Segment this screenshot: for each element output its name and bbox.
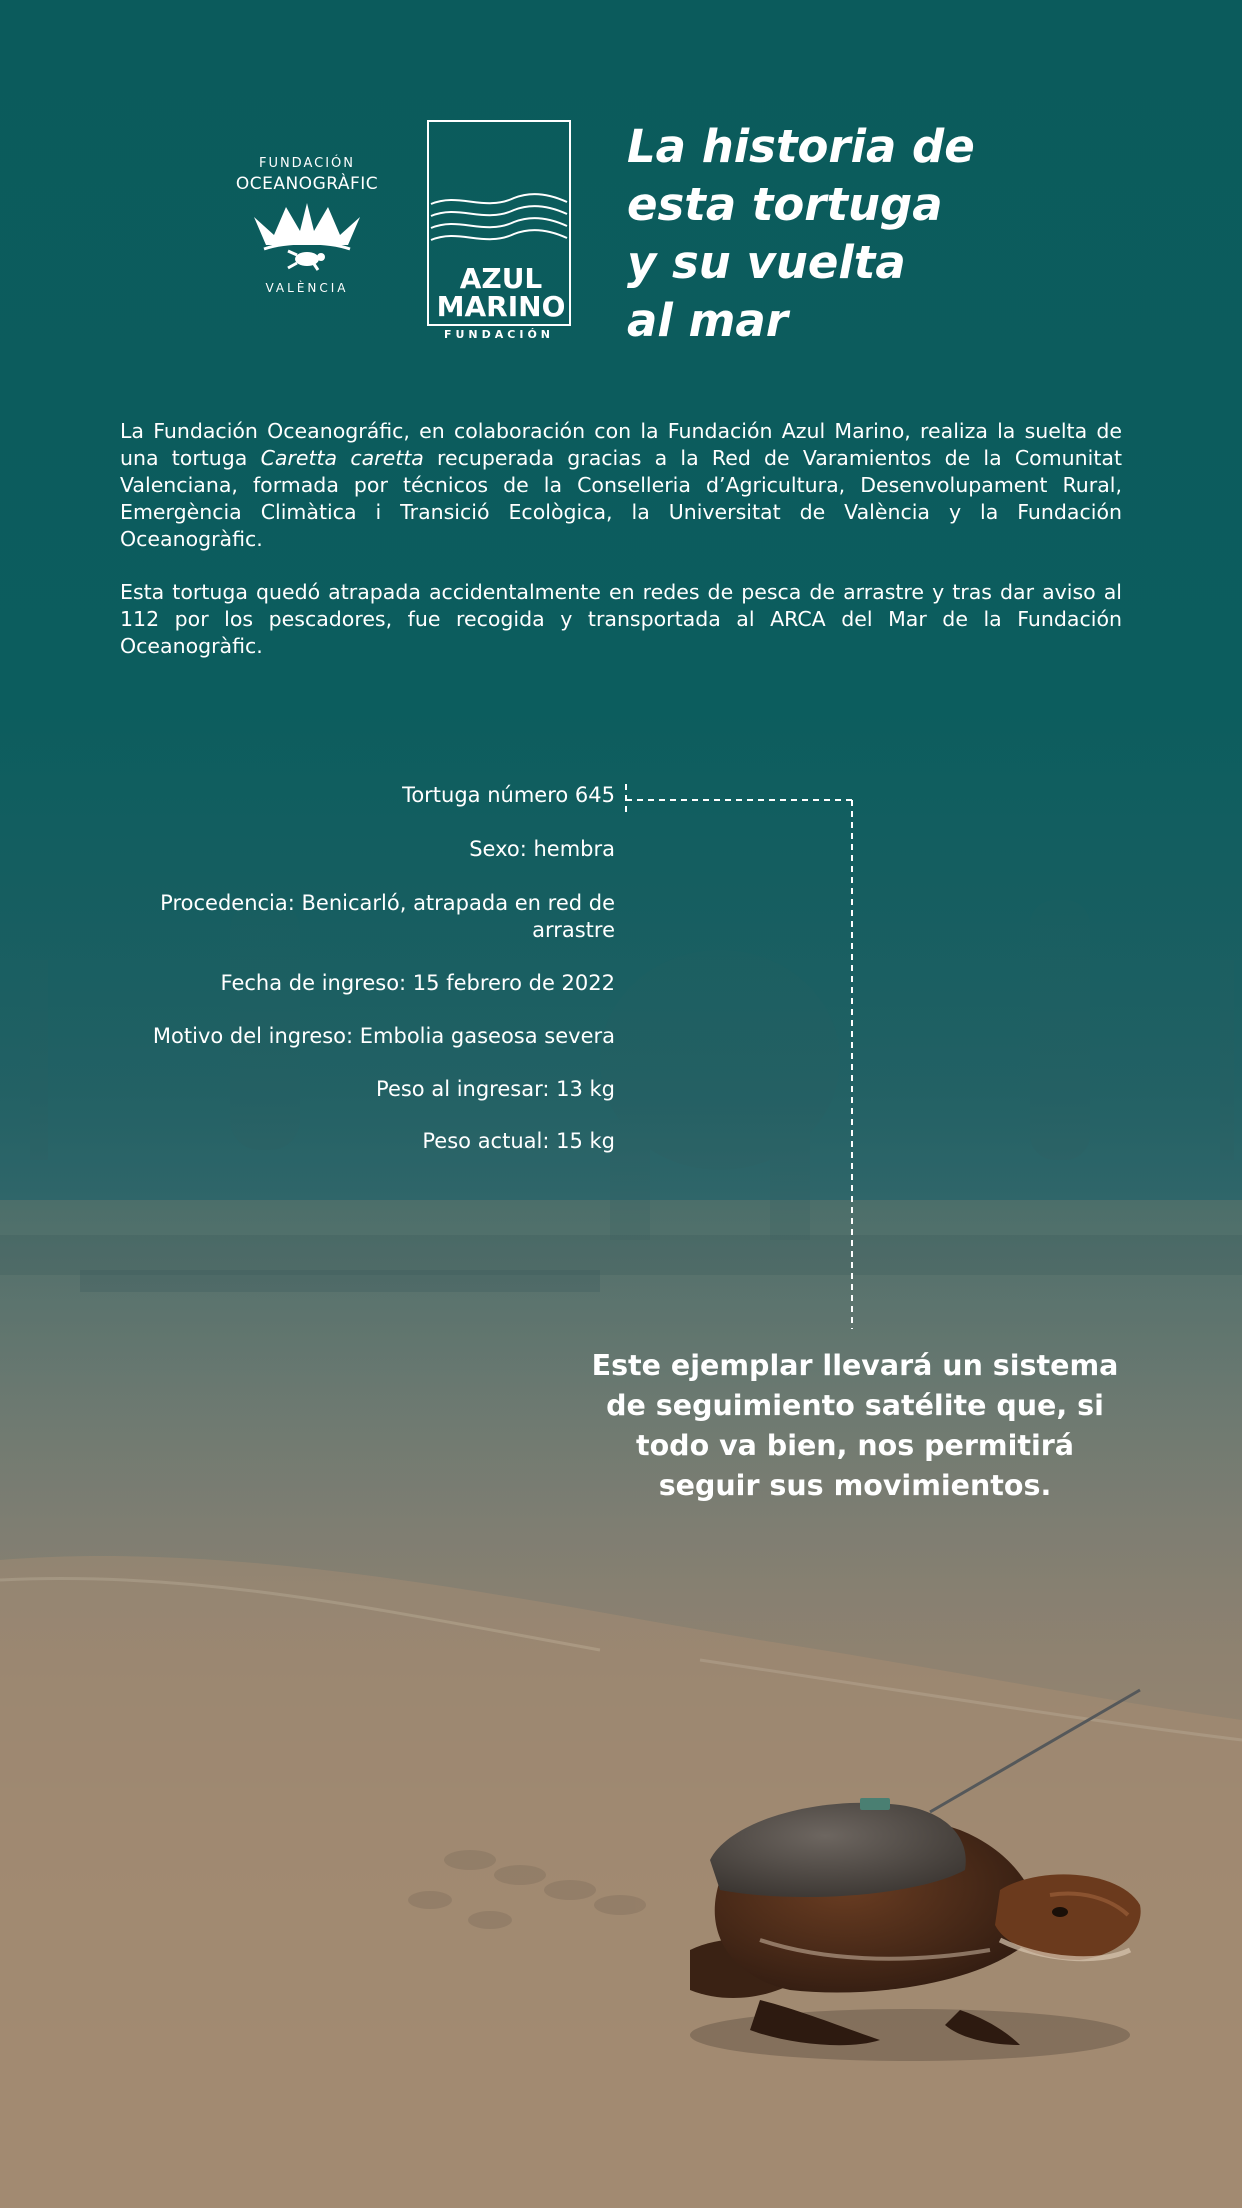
oceanografic-logo	[232, 155, 382, 295]
intro-p1-before: La Fundación Oceanográfic, en colaboración con la Fundación Azul Marino, realiza la suelta de una tortuga	[120, 419, 1122, 470]
page-title	[627, 118, 1047, 350]
intro-p1-after: recuperada gracias a la Red de Varamientos de la Comunitat Valenciana, formada por técnicos de la Conselleria d’Agricultura, Desenvolupament Rural, Emergència Climàtica i Transició Ecològica, la Universitat de València y la Fundación Oceanogràfic.	[120, 446, 1122, 551]
logo-azul-word2: MARINO	[436, 290, 566, 323]
dashed-connector	[620, 784, 860, 1329]
tracking-callout: Este ejemplar llevará un sistema de seguimiento satélite que, si todo va bien, nos permitirá seguir sus movimientos.	[591, 1349, 1119, 1502]
intro-paragraph-1	[120, 418, 1122, 553]
azul-marino-frame	[427, 120, 571, 326]
fact-admission-reason: Motivo del ingreso: Embolia gaseosa severa	[152, 1024, 615, 1048]
fact-origin: Procedencia: Benicarló, atrapada en red de arrastre	[160, 891, 615, 942]
logo-azul-foundation: FUNDACIÓN	[443, 328, 555, 341]
title-line: al mar	[627, 294, 788, 347]
species-name: Caretta caretta	[260, 446, 424, 470]
waves-icon	[429, 184, 569, 254]
fact-sex: Sexo: hembra	[469, 837, 615, 861]
fact-weight-now: Peso actual: 15 kg	[422, 1129, 615, 1153]
azul-marino-logo	[427, 120, 571, 340]
crown-turtle-icon	[252, 201, 362, 273]
logo-oceano-line1: FUNDACIÓN	[258, 156, 356, 171]
fact-number: Tortuga número 645	[402, 783, 615, 807]
title-line: esta tortuga	[627, 178, 943, 231]
logo-oceano-line2: OCEANOGRÀFIC	[235, 174, 379, 194]
logo-oceano-city: VALÈNCIA	[265, 281, 349, 295]
title-line: La historia de	[627, 120, 975, 173]
intro-text	[120, 418, 1122, 686]
fact-weight-in: Peso al ingresar: 13 kg	[376, 1077, 615, 1101]
logo-azul-word1: AZUL	[459, 262, 543, 295]
title-line: y su vuelta	[627, 236, 906, 289]
fact-admission-date: Fecha de ingreso: 15 febrero de 2022	[220, 971, 615, 995]
intro-paragraph-2: Esta tortuga quedó atrapada accidentalmente en redes de pesca de arrastre y tras dar aviso al 112 por los pescadores, fue recogida y transportada al ARCA del Mar de la Fundación Oceanogràfic.	[120, 580, 1122, 658]
